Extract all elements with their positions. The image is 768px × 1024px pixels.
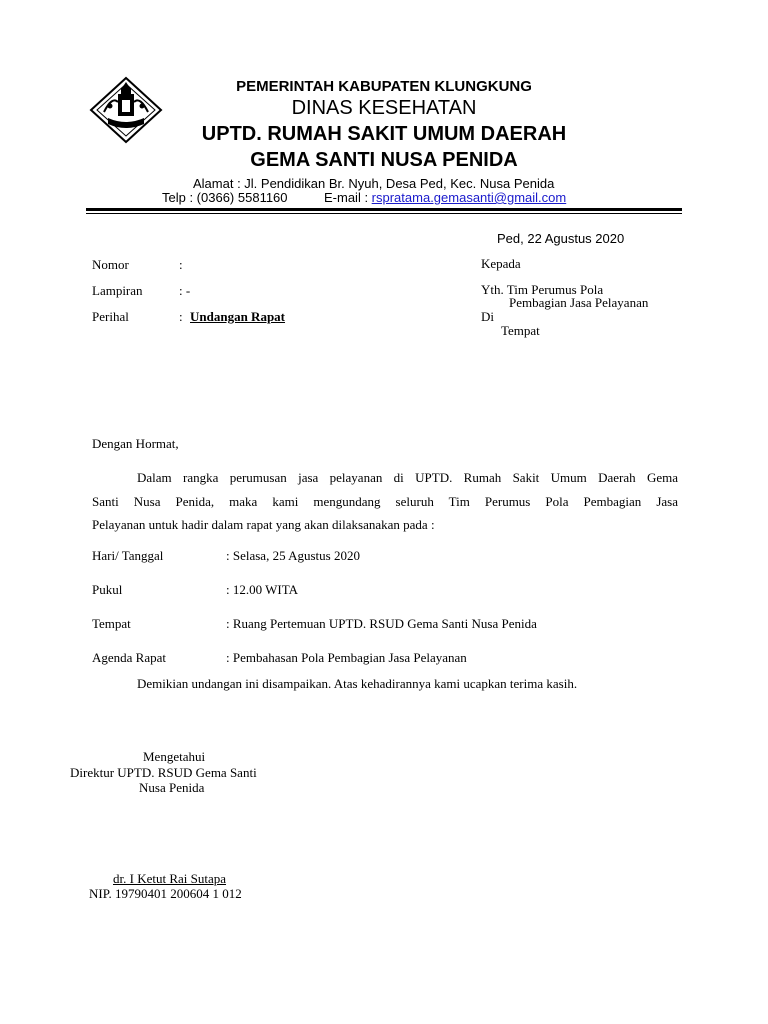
paragraph-line-3: Pelayanan untuk hadir dalam rapat yang akan dilaksanakan pada : — [92, 517, 435, 532]
letterhead-email-row — [324, 190, 566, 205]
signature-name: dr. I Ketut Rai Sutapa — [113, 871, 227, 886]
signature-title-line1: Direktur UPTD. RSUD Gema Santi — [70, 765, 257, 780]
detail-label-agenda: Agenda Rapat — [92, 650, 167, 665]
detail-label-place: Tempat — [92, 616, 131, 631]
letterhead-hospital-name: GEMA SANTI NUSA PENIDA — [250, 149, 518, 171]
signature-nip: NIP. 19790401 200604 1 012 — [89, 886, 242, 901]
recipient-kepada: Kepada — [481, 256, 521, 271]
email-link[interactable]: rspratama.gemasanti@gmail.com — [371, 190, 567, 205]
recipient-di: Di — [481, 309, 494, 324]
closing-sentence: Demikian undangan ini disampaikan. Atas kehadirannya kami ucapkan terima kasih. — [137, 676, 578, 691]
letterhead-government: PEMERINTAH KABUPATEN KLUNGKUNG — [236, 78, 532, 95]
signature-title-line2: Nusa Penida — [139, 780, 205, 795]
nomor-label: Nomor — [92, 257, 129, 272]
perihal-colon: : — [179, 309, 183, 324]
detail-value-date: : Selasa, 25 Agustus 2020 — [226, 548, 360, 563]
letterhead-address: Alamat : Jl. Pendidikan Br. Nyuh, Desa Ped, Kec. Nusa Penida — [193, 176, 555, 191]
detail-label-date: Hari/ Tanggal — [92, 548, 164, 563]
paragraph-line-1: Dalam rangka perumusan jasa pelayanan di UPTD. Rumah Sakit Umum Daerah Gema — [137, 470, 678, 485]
recipient-yth-line2: Pembagian Jasa Pelayanan — [509, 295, 649, 310]
nomor-value: : — [179, 257, 183, 272]
perihal-value: Undangan Rapat — [190, 309, 286, 324]
lampiran-value: : - — [179, 283, 191, 298]
letterhead-department: DINAS KESEHATAN — [291, 97, 477, 119]
lampiran-label: Lampiran — [92, 283, 143, 298]
recipient-yth: Yth. Tim Perumus Pola — [481, 282, 604, 297]
email-label: E-mail : — [324, 190, 372, 205]
paragraph-line-2: Santi Nusa Penida, maka kami mengundang seluruh Tim Perumus Pola Pembagian Jasa — [92, 494, 678, 509]
detail-label-time: Pukul — [92, 582, 123, 597]
letterhead-phone: Telp : (0366) 5581160 — [162, 190, 288, 205]
recipient-tempat: Tempat — [501, 323, 540, 338]
signature-mengetahui: Mengetahui — [143, 749, 206, 764]
letterhead-divider-thin — [86, 213, 682, 214]
perihal-label: Perihal — [92, 309, 129, 324]
letterhead-divider-thick — [86, 208, 682, 211]
letterhead-hospital: UPTD. RUMAH SAKIT UMUM DAERAH — [201, 123, 567, 145]
letter-date: Ped, 22 Agustus 2020 — [497, 231, 625, 246]
detail-value-place: : Ruang Pertemuan UPTD. RSUD Gema Santi Nusa Penida — [226, 616, 537, 631]
detail-value-agenda: : Pembahasan Pola Pembagian Jasa Pelayanan — [226, 650, 467, 665]
greeting: Dengan Hormat, — [92, 436, 179, 451]
detail-value-time: : 12.00 WITA — [226, 582, 299, 597]
